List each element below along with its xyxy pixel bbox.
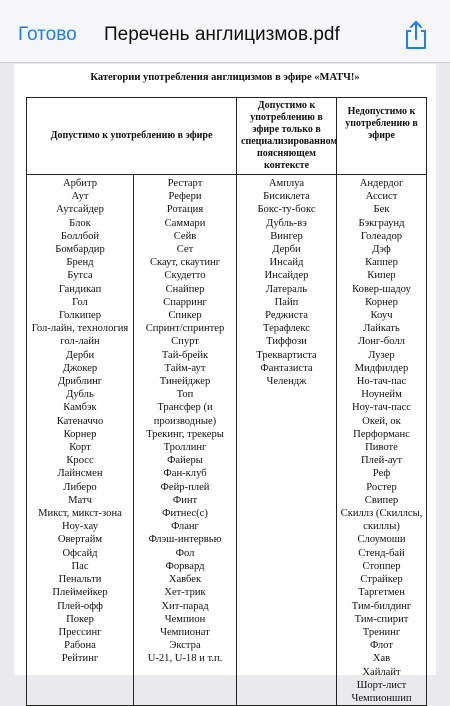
allowed-term: Боллбой (60, 230, 100, 242)
allowed-term: Дерби (65, 349, 95, 361)
forbidden-term: Андердог (359, 178, 404, 189)
allowed-term: Скаут, скаутинг (149, 257, 221, 269)
allowed-term: Дубль (66, 389, 94, 401)
document-title: Категории употребления англицизмов в эфире «МАТЧ!» (90, 72, 360, 83)
contextual-term: Челендж (266, 376, 307, 388)
allowed-column-2 (134, 175, 237, 706)
allowed-term: Блок (69, 217, 91, 229)
forbidden-term: Хав (372, 653, 391, 665)
forbidden-term: Голеадор (360, 230, 403, 242)
allowed-term: Корт (69, 442, 91, 454)
forbidden-term: Кипер (367, 270, 396, 282)
contextual-term: Пайп (274, 296, 299, 308)
forbidden-term: Хайлайт (362, 666, 401, 678)
forbidden-term: Свипер (364, 494, 399, 506)
contextual-term: Вингер (270, 230, 303, 242)
allowed-term: Саммари (164, 217, 206, 229)
contextual-term: Дубль-вэ (266, 217, 307, 229)
forbidden-term: Корнер (365, 296, 398, 308)
allowed-term: Чемпионат (160, 626, 210, 638)
contextual-term: Бокс-ту-бокс (257, 204, 316, 216)
allowed-term: Снайпер (165, 283, 205, 295)
forbidden-term: Стоппер (362, 560, 401, 572)
allowed-term: Спринт/спринтер (145, 323, 225, 335)
contextual-term: Дерби (272, 244, 301, 256)
forbidden-term: Тренинг (362, 626, 401, 638)
allowed-term: Сейв (173, 230, 197, 242)
allowed-term: Хет-трик (164, 587, 206, 599)
forbidden-term: Тим-спирит (354, 613, 409, 625)
forbidden-term: Лонг-болл (358, 336, 405, 348)
allowed-term: Фан-клуб (163, 468, 207, 480)
anglicisms-table (26, 97, 427, 706)
forbidden-term: Каппер (365, 257, 398, 269)
allowed-term: Дриблинг (57, 376, 103, 388)
allowed-term: Троллинг (163, 442, 207, 454)
contextual-term: Амплуа (268, 178, 305, 189)
forbidden-column (337, 175, 427, 706)
allowed-term: Пенальти (58, 574, 102, 586)
allowed-term: Файеры (167, 455, 203, 467)
allowed-term: Овертайм (57, 534, 103, 546)
allowed-term: Сет (176, 244, 194, 256)
forbidden-term: Скиллз (Скиллсы, скиллы) (340, 508, 423, 533)
allowed-term: Арбитр (62, 178, 98, 189)
allowed-term: Прессинг (58, 626, 102, 638)
allowed-term: Гол (72, 296, 88, 308)
document-page (14, 64, 436, 704)
allowed-term: Форвард (165, 560, 205, 572)
header-forbidden: Недопустимо к употреблению в эфире (337, 98, 427, 175)
contextual-term: Латераль (265, 283, 308, 295)
allowed-term: Тайм-аут (164, 362, 206, 374)
allowed-term: Рефери (168, 191, 202, 203)
forbidden-term: Флот (370, 640, 393, 652)
forbidden-term: Бэкграунд (358, 217, 405, 229)
allowed-term: Либеро (63, 481, 97, 493)
forbidden-term: Страйкер (360, 574, 403, 586)
allowed-term: Лайнсмен (57, 468, 103, 480)
forbidden-term: Но-тач-пас (356, 376, 407, 388)
forbidden-term: Слоумоши (357, 534, 406, 546)
allowed-term: Матч (68, 494, 92, 506)
allowed-term: Корнер (63, 428, 97, 440)
allowed-term: Скудетто (164, 270, 206, 282)
allowed-term: Флэш-интервью (148, 534, 222, 546)
forbidden-term: Мидфилдер (354, 362, 409, 374)
forbidden-term: Лузер (368, 349, 395, 361)
allowed-term: Гол-лайн, технология гол-лайн (31, 323, 129, 348)
forbidden-term: Бек (373, 204, 390, 216)
allowed-term: Камбэк (63, 402, 97, 414)
forbidden-term: Ноу-тач-пасс (351, 402, 412, 414)
allowed-term: Хавбек (168, 574, 202, 586)
allowed-term: Хит-парад (161, 600, 209, 612)
done-button[interactable]: Готово (18, 24, 77, 45)
share-icon[interactable] (402, 20, 430, 50)
forbidden-term: Тим-билдинг (351, 600, 412, 612)
allowed-term: Спурт (171, 336, 199, 348)
forbidden-term: Стенд-бай (358, 547, 405, 559)
forbidden-term: Шорт-лист (356, 679, 407, 691)
contextual-term: Инсайд (269, 257, 304, 269)
allowed-term: Финт (172, 494, 198, 506)
forbidden-term: Реф (372, 468, 391, 480)
header-allowed: Допустимо к употреблению в эфире (27, 98, 237, 175)
forbidden-term: Ковер-шадоу (352, 283, 411, 295)
contextual-term: Тиффози (266, 336, 307, 348)
allowed-term: Аутсайдер (56, 204, 104, 216)
allowed-term: Фейр-плей (160, 481, 210, 493)
allowed-term: U-21, U-18 и т.п. (147, 653, 223, 665)
forbidden-term: Ассист (365, 191, 398, 203)
forbidden-term: Чемпионшип (351, 692, 412, 704)
allowed-term: Покер (66, 613, 94, 625)
header-contextual: Допустимо к употреблению в эфире только в специализированном поясняющем контексте (237, 98, 337, 175)
forbidden-term: Пивоте (365, 442, 398, 454)
forbidden-term: Плей-аут (361, 455, 402, 467)
allowed-term: Трансфер (и производные) (153, 402, 217, 427)
forbidden-term: Ростер (366, 481, 397, 493)
allowed-term: Рейтинг (61, 653, 99, 665)
contextual-term: Треквартиста (256, 349, 317, 361)
allowed-term: Чемпион (164, 613, 206, 625)
allowed-term: Рабона (64, 640, 96, 652)
allowed-term: Аут (71, 191, 89, 203)
forbidden-term: Лайкать (363, 323, 400, 335)
allowed-term: Бренд (66, 257, 94, 269)
forbidden-term: Окей, ок (362, 415, 401, 427)
forbidden-term: Таргетмен (358, 587, 405, 599)
allowed-term: Пас (71, 560, 89, 572)
allowed-term: Экстра (169, 640, 201, 652)
allowed-term: Фитнес(с) (162, 508, 208, 520)
forbidden-term: Дэф (372, 244, 391, 256)
allowed-term: Бутса (67, 270, 93, 282)
allowed-term: Тинейджер (159, 376, 211, 388)
contextual-term: Реджиста (265, 310, 308, 322)
contextual-term: Фантазиста (260, 362, 313, 374)
allowed-term: Трекинг, трекеры (146, 428, 224, 440)
contextual-column (237, 175, 337, 706)
allowed-term: Спикер (168, 310, 202, 322)
allowed-term: Ноу-хау (62, 521, 98, 533)
allowed-term: Тай-брейк (161, 349, 209, 361)
allowed-term: Голкипер (58, 310, 102, 322)
allowed-term: Фол (175, 547, 195, 559)
allowed-term: Кросс (66, 455, 94, 467)
file-title: Перечень англицизмов.pdf (104, 24, 340, 45)
forbidden-term: Ноунейм (361, 389, 402, 401)
contextual-term: Инсайдер (264, 270, 309, 282)
allowed-term: Рестарт (167, 178, 203, 189)
contextual-term: Бисиклета (263, 191, 310, 203)
top-toolbar (0, 0, 450, 63)
allowed-term: Микст, микст-зона (38, 508, 122, 520)
allowed-term: Топ (176, 389, 194, 401)
allowed-term: Спарринг (163, 296, 207, 308)
forbidden-term: Перформанс (353, 428, 410, 440)
allowed-term: Бомбардир (55, 244, 105, 256)
allowed-term: Ротация (166, 204, 204, 216)
allowed-term: Джокер (62, 362, 98, 374)
allowed-term: Плей-офф (57, 600, 103, 612)
allowed-term: Плеймейкер (52, 587, 108, 599)
allowed-term: Катеначчо (56, 415, 104, 427)
allowed-term: Офсайд (62, 547, 98, 559)
allowed-column-1 (27, 175, 134, 706)
allowed-term: Гандикап (58, 283, 102, 295)
contextual-term: Терафлекс (263, 323, 310, 335)
allowed-term: Фланг (171, 521, 199, 533)
forbidden-term: Коуч (370, 310, 393, 322)
